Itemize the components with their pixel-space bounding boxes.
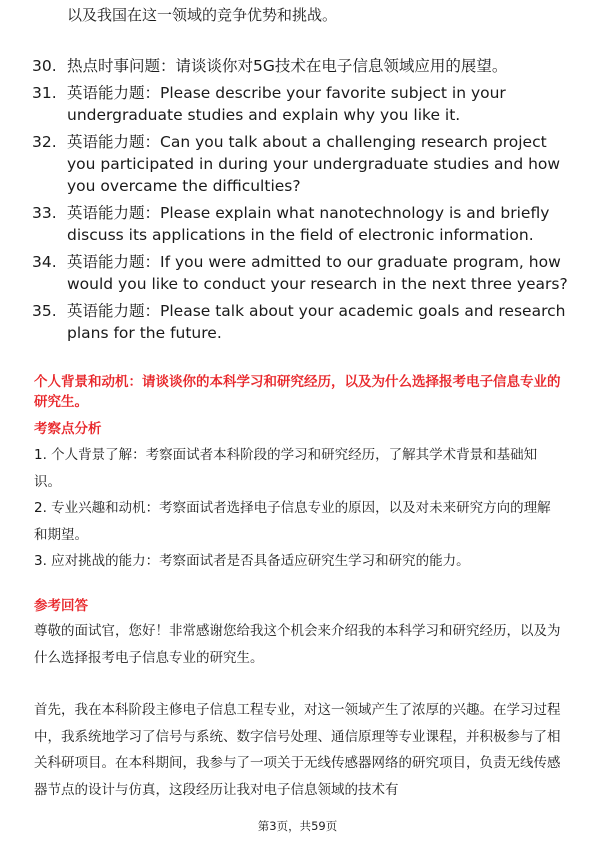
analysis-points	[34, 442, 564, 575]
reference-body	[34, 618, 564, 803]
reference-paragraph: 尊敬的面试官，您好！非常感谢您给我这个机会来介绍我的本科学习和研究经历，以及为什么选择报考电子信息专业的研究生。	[34, 623, 561, 666]
question-number: 34.	[32, 253, 57, 271]
question-item	[32, 82, 572, 126]
question-number: 32.	[32, 133, 57, 151]
question-text: 英语能力题：Please explain what nanotechnology is and briefly discuss its applications in the field of electronic information.	[67, 204, 550, 244]
question-item	[32, 251, 572, 295]
question-item	[32, 202, 572, 246]
featured-question-section	[34, 372, 564, 412]
reference-section	[34, 596, 564, 803]
analysis-point: 2. 专业兴趣和动机：考察面试者选择电子信息专业的原因，以及对未来研究方向的理解和期望。	[34, 500, 551, 543]
question-number: 30.	[32, 57, 57, 75]
analysis-point: 3. 应对挑战的能力：考察面试者是否具备适应研究生学习和研究的能力。	[34, 553, 470, 569]
featured-question: 个人背景和动机：请谈谈你的本科学习和研究经历，以及为什么选择报考电子信息专业的研究生。	[34, 374, 561, 410]
analysis-section	[34, 419, 564, 575]
question-number: 33.	[32, 204, 57, 222]
question-text: 英语能力题：Please talk about your academic goals and research plans for the future.	[67, 302, 566, 342]
analysis-point: 1. 个人背景了解：考察面试者本科阶段的学习和研究经历，了解其学术背景和基础知识。	[34, 447, 538, 490]
question-number: 35.	[32, 302, 57, 320]
reference-paragraph: 首先，我在本科阶段主修电子信息工程专业，对这一领域产生了浓厚的兴趣。在学习过程中，我系统地学习了信号与系统、数字信号处理、通信原理等专业课程，并积极参与了相关科研项目。在本科期间，我参与了一项关于无线传感器网络的研究项目，负责无线传感器节点的设计与仿真，这段经历让我对电子信息领域的技术有	[34, 702, 561, 798]
question-text: 英语能力题：Please describe your favorite subject in your undergraduate studies and explain why you like it.	[67, 84, 506, 124]
question-item	[32, 55, 572, 77]
question-text: 英语能力题：If you were admitted to our graduate program, how would you like to conduct your research in the next three years?	[67, 253, 568, 293]
continuation-text: 以及我国在这一领域的竞争优势和挑战。	[67, 6, 338, 24]
question-text: 英语能力题：Can you talk about a challenging research project you participated in during your undergraduate studies and how you overcame the difficulties?	[67, 133, 561, 195]
question-item	[32, 131, 572, 197]
reference-heading: 参考回答	[34, 598, 88, 614]
question-text: 热点时事问题：请谈谈你对5G技术在电子信息领域应用的展望。	[67, 57, 508, 75]
question-item	[32, 300, 572, 344]
page-footer: 第3页，共59页	[257, 819, 338, 833]
question-list	[32, 55, 572, 349]
question-number: 31.	[32, 84, 57, 102]
analysis-heading: 考察点分析	[34, 421, 102, 437]
